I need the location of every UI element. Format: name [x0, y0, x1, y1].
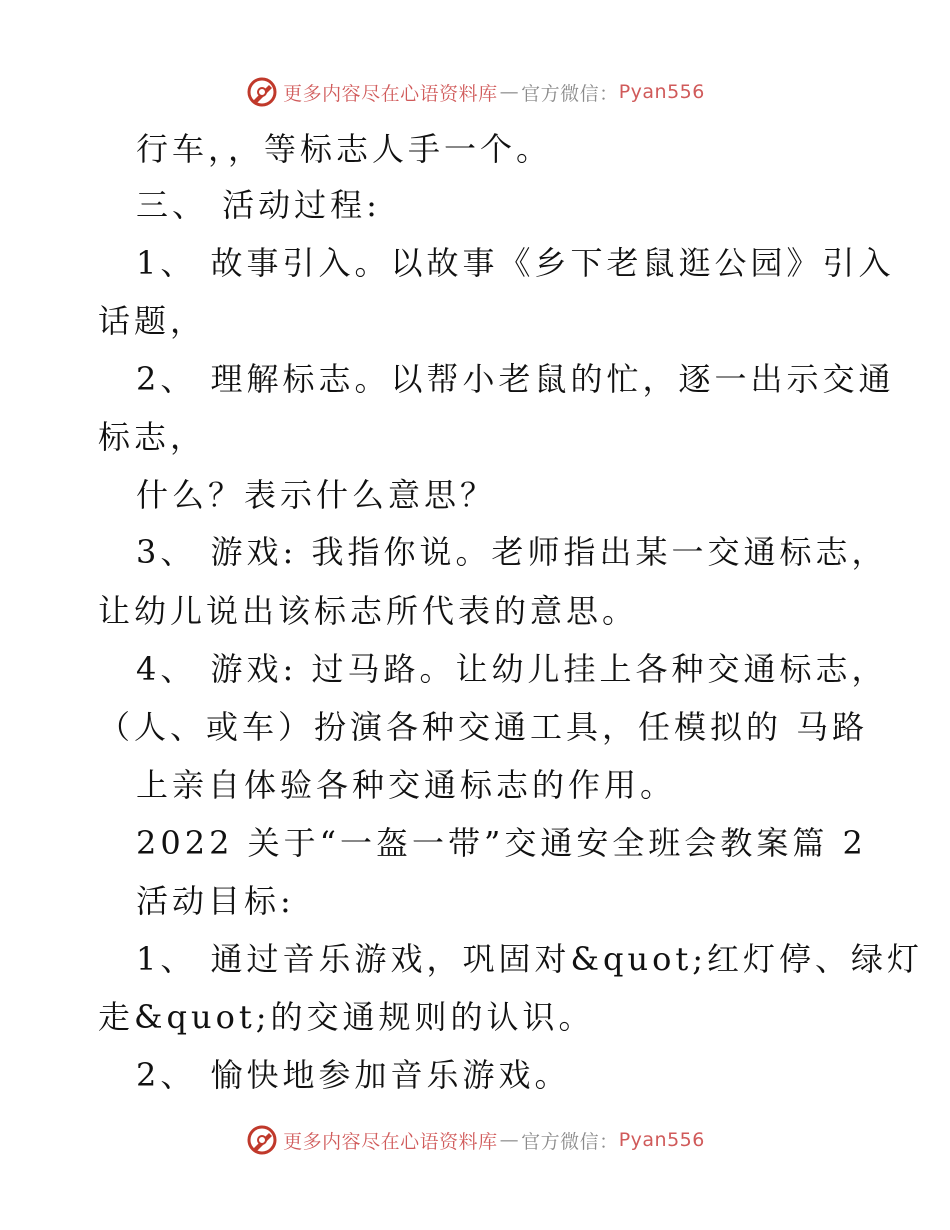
header-watermark	[0, 72, 950, 112]
footer-watermark	[0, 1120, 950, 1160]
banner-text: 更多内容尽在心语资料库	[283, 82, 498, 105]
banner-dash: —	[499, 81, 520, 103]
text-line: 1、 故事引入。以故事《乡下老鼠逛公园》引入	[136, 244, 895, 282]
text-line: 2、 愉快地参加音乐游戏。	[136, 1056, 571, 1094]
text-line: 行车，，等标志人手一个。	[136, 130, 553, 168]
pen-logo-icon	[245, 75, 279, 109]
pen-logo-icon	[245, 1123, 279, 1157]
banner-id: Pyan556	[618, 1129, 705, 1151]
text-line: 让幼儿说出该标志所代表的意思。	[98, 592, 639, 630]
text-line: 2022 关于“一盔一带”交通安全班会教案篇 2	[136, 824, 867, 862]
text-line: 标志，	[98, 418, 207, 456]
text-line: 话题，	[98, 302, 207, 340]
text-line: 活动目标:	[136, 882, 295, 920]
banner-dash: —	[499, 1129, 520, 1151]
text-line: 走&quot;的交通规则的认识。	[98, 998, 595, 1036]
banner-label: 官方微信：	[521, 82, 619, 105]
banner-label: 官方微信：	[521, 1130, 619, 1153]
banner-id: Pyan556	[618, 81, 705, 103]
text-line: 1、 通过音乐游戏，巩固对&quot;红灯停、绿灯	[136, 940, 924, 978]
text-line: 什么？表示什么意思？	[136, 476, 497, 514]
text-line: （人、或车）扮演各种交通工具，任模拟的 马路	[98, 708, 869, 746]
banner-text: 更多内容尽在心语资料库	[283, 1130, 498, 1153]
text-line: 4、 游戏: 过马路。让幼儿挂上各种交通标志，	[136, 650, 888, 688]
text-line: 三、 活动过程:	[136, 186, 381, 224]
text-line: 上亲自体验各种交通标志的作用。	[136, 766, 677, 804]
text-line: 3、 游戏: 我指你说。老师指出某一交通标志，	[136, 533, 888, 571]
text-line: 2、 理解标志。以帮小老鼠的忙，逐一出示交通	[136, 360, 895, 398]
